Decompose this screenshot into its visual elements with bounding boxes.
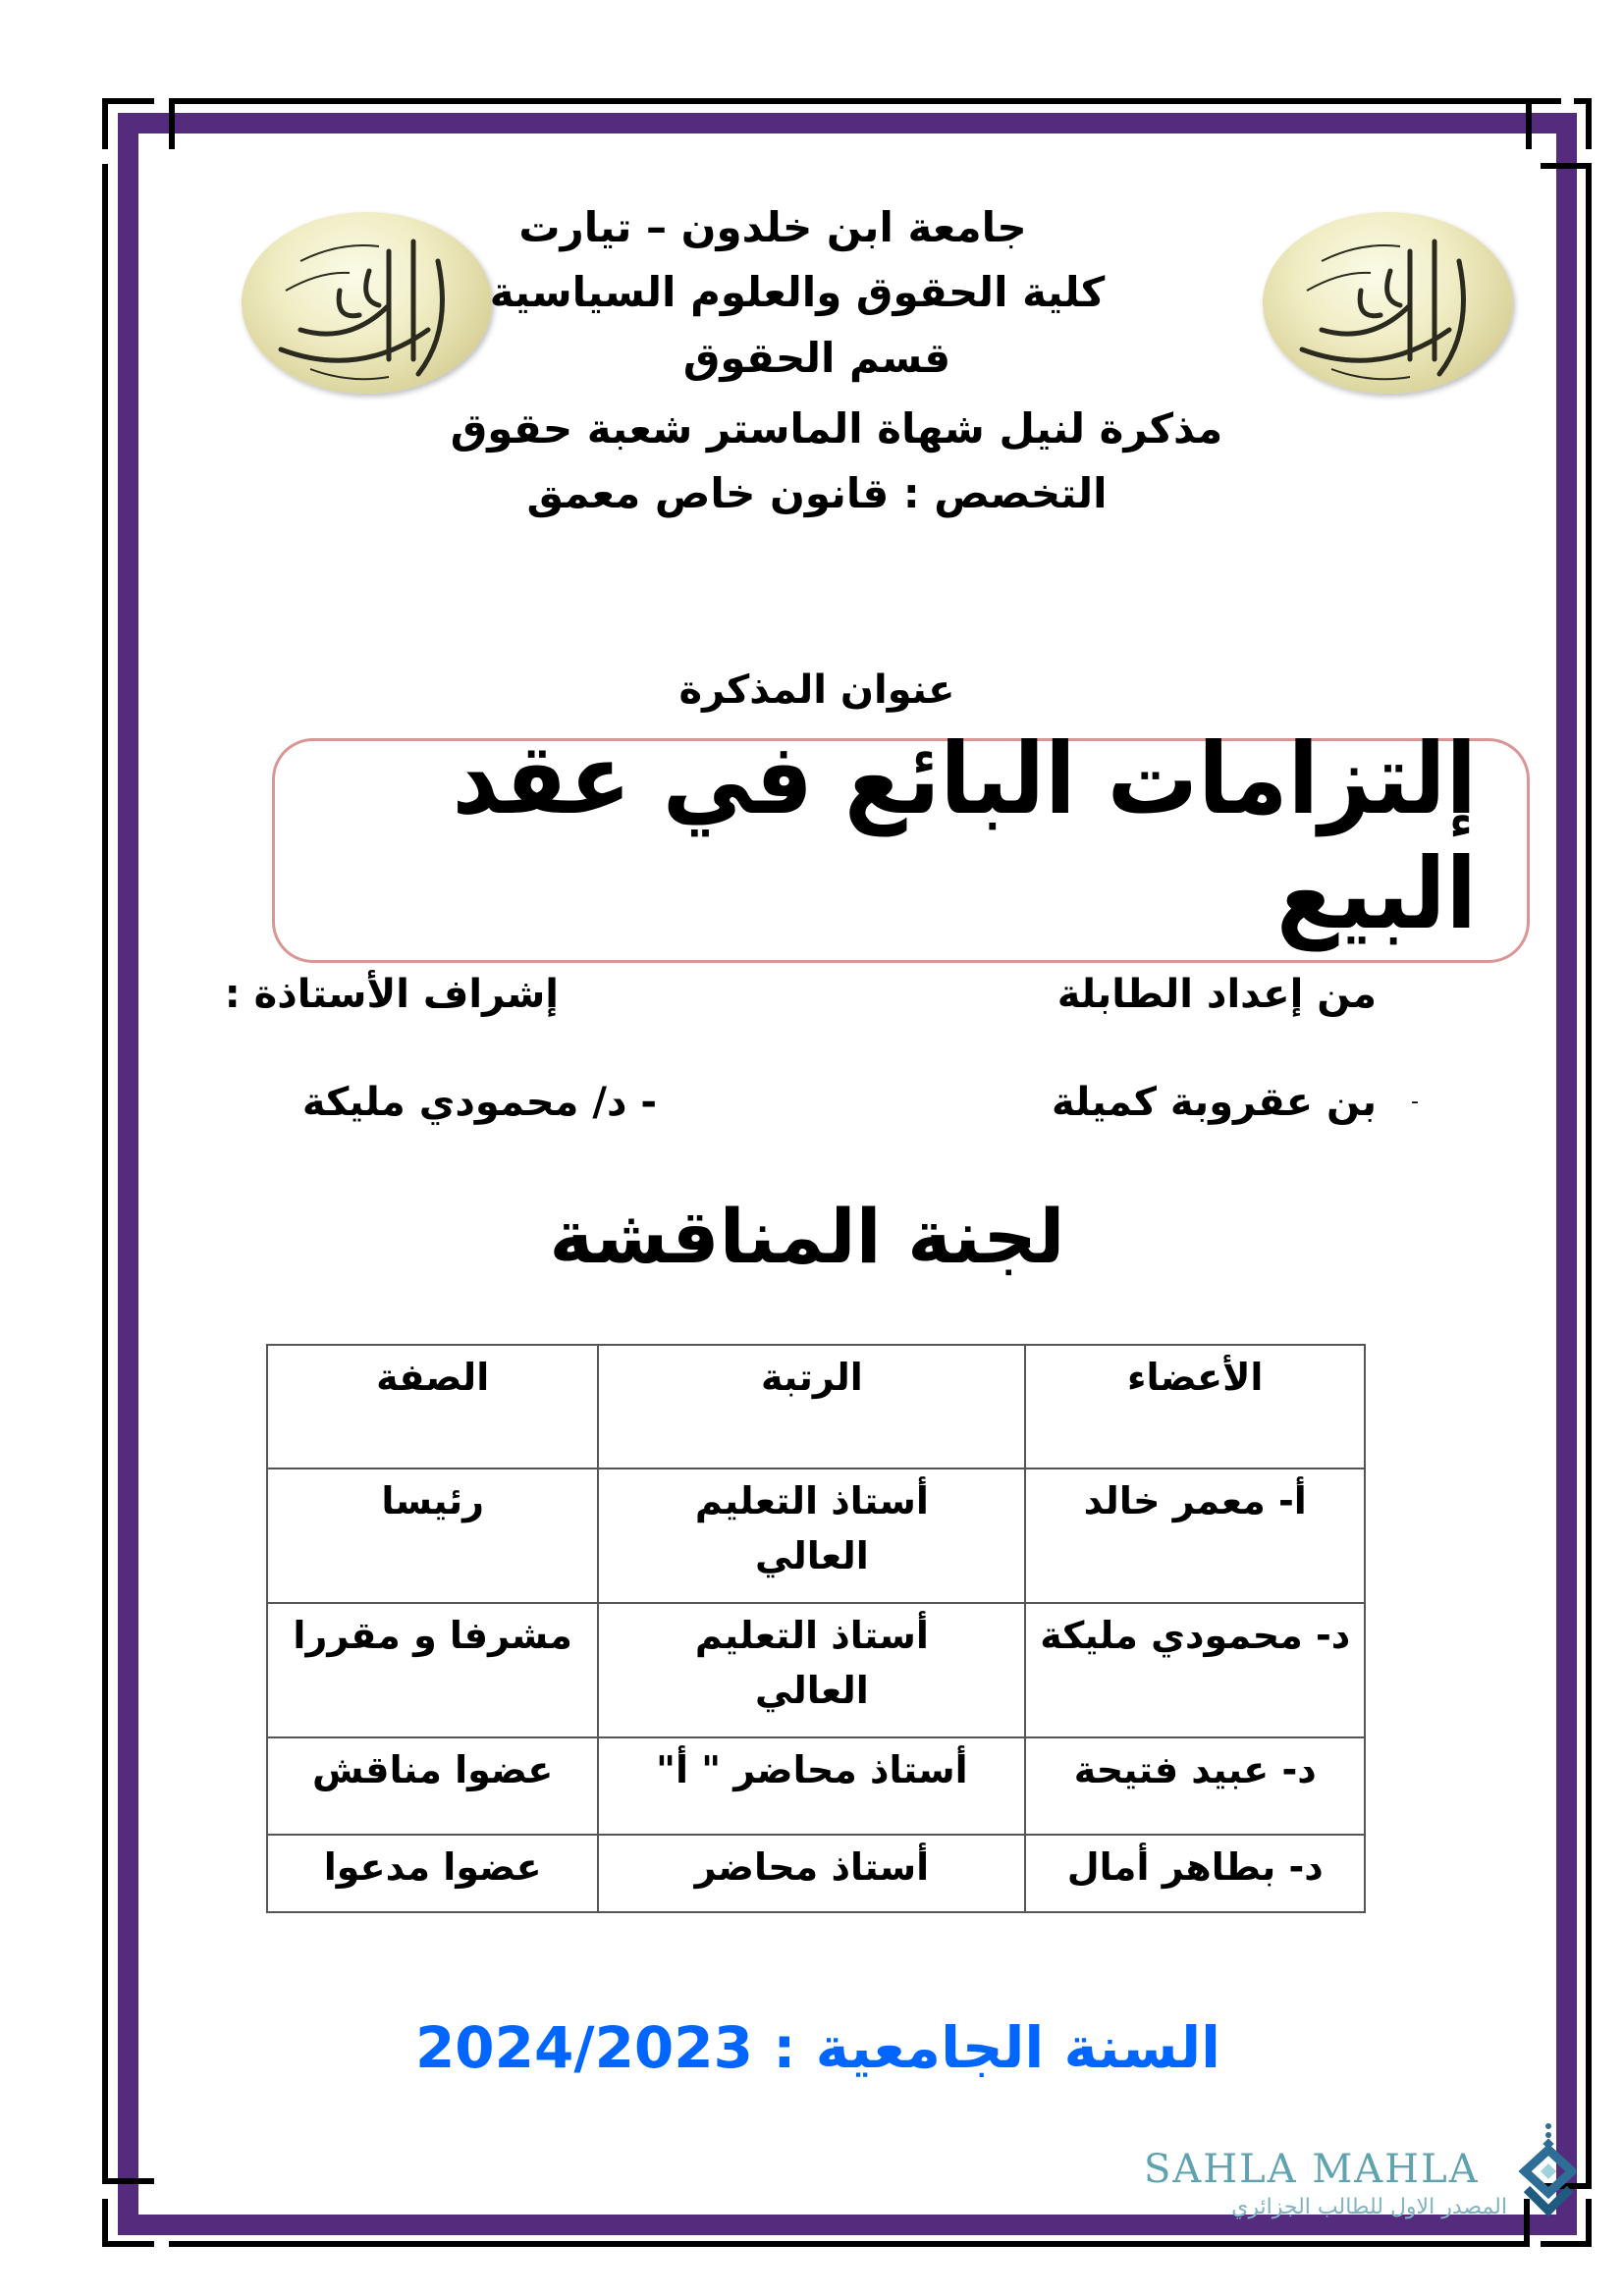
supervisor-label: إشراف الأستاذة :: [224, 972, 559, 1017]
member-role: عضوا مدعوا: [267, 1835, 598, 1912]
corner-tick-bl-a: [102, 2178, 154, 2184]
member-rank: أستاذ التعليم العالي: [598, 1468, 1025, 1603]
corner-tick-tr-a: [1526, 98, 1532, 149]
thesis-title-box: [272, 721, 1530, 963]
corner-tick-tl-a: [102, 98, 108, 149]
sahla-mahla-logo-icon: [1507, 2120, 1576, 2223]
student-label: من إعداد الطابلة: [1056, 972, 1377, 1017]
table-row: [267, 1737, 1365, 1835]
purple-border-top: [118, 113, 1577, 133]
table-row: [267, 1603, 1365, 1737]
supervisor-name: - د/ محمودي مليكة: [301, 1080, 657, 1125]
column-header-rank: الرتبة: [598, 1345, 1025, 1468]
thesis-title: إلتزامات البائع في عقد البيع: [452, 721, 1478, 951]
table-row: [267, 1468, 1365, 1603]
table-row: [267, 1835, 1365, 1912]
department-name: قسم الحقوق: [682, 334, 951, 382]
member-name: د- عبيد فتيحة: [1025, 1737, 1365, 1835]
corner-tick-tr-c: [1541, 163, 1592, 169]
student-bullet: -: [1411, 1090, 1419, 1114]
column-header-role: الصفة: [267, 1345, 598, 1468]
faculty-name: كلية الحقوق والعلوم السياسية: [489, 268, 1106, 316]
member-role: مشرفا و مقررا: [267, 1603, 598, 1737]
member-name: د- محمودي مليكة: [1025, 1603, 1365, 1737]
black-line-left-bottom: [102, 2199, 108, 2246]
degree-line: مذكرة لنيل شهاة الماستر شعبة حقوق: [450, 404, 1223, 453]
member-name: أ- معمر خالد: [1025, 1468, 1365, 1603]
committee-table: [266, 1344, 1366, 1913]
black-line-bottom-b: [169, 2241, 1530, 2247]
specialty-line: التخصص : قانون خاص معمق: [526, 469, 1108, 517]
black-line-bottom-c: [1541, 2241, 1592, 2247]
table-header-row: [267, 1345, 1365, 1468]
university-name: جامعة ابن خلدون – تيارت: [518, 203, 1027, 251]
student-name: بن عقروبة كميلة: [1052, 1080, 1377, 1125]
corner-tick-tr-b: [1586, 98, 1592, 149]
thesis-title-label: عنوان المذكرة: [678, 667, 955, 713]
member-role: عضوا مناقش: [267, 1737, 598, 1835]
black-line-top-b: [169, 98, 1561, 104]
member-role: رئيسا: [267, 1468, 598, 1603]
academic-year: السنة الجامعية : 2024/2023: [414, 2014, 1221, 2081]
black-line-bottom-a: [102, 2241, 154, 2247]
column-header-members: الأعضاء: [1025, 1345, 1365, 1468]
black-line-right-bottom: [1586, 2199, 1592, 2246]
member-rank: أستاذ التعليم العالي: [598, 1603, 1025, 1737]
black-line-top-a: [102, 98, 154, 104]
member-rank: أستاذ محاضر " أ": [598, 1737, 1025, 1835]
member-rank: أستاذ محاضر: [598, 1835, 1025, 1912]
watermark-brand: SAHLA MAHLA: [1144, 2147, 1480, 2192]
corner-tick-tl-b: [169, 98, 175, 149]
member-name: د- بطاهر أمال: [1025, 1835, 1365, 1912]
committee-heading: لجنة المناقشة: [549, 1193, 1065, 1280]
watermark-tagline: المصدر الاول للطالب الجزائري: [1231, 2195, 1507, 2219]
